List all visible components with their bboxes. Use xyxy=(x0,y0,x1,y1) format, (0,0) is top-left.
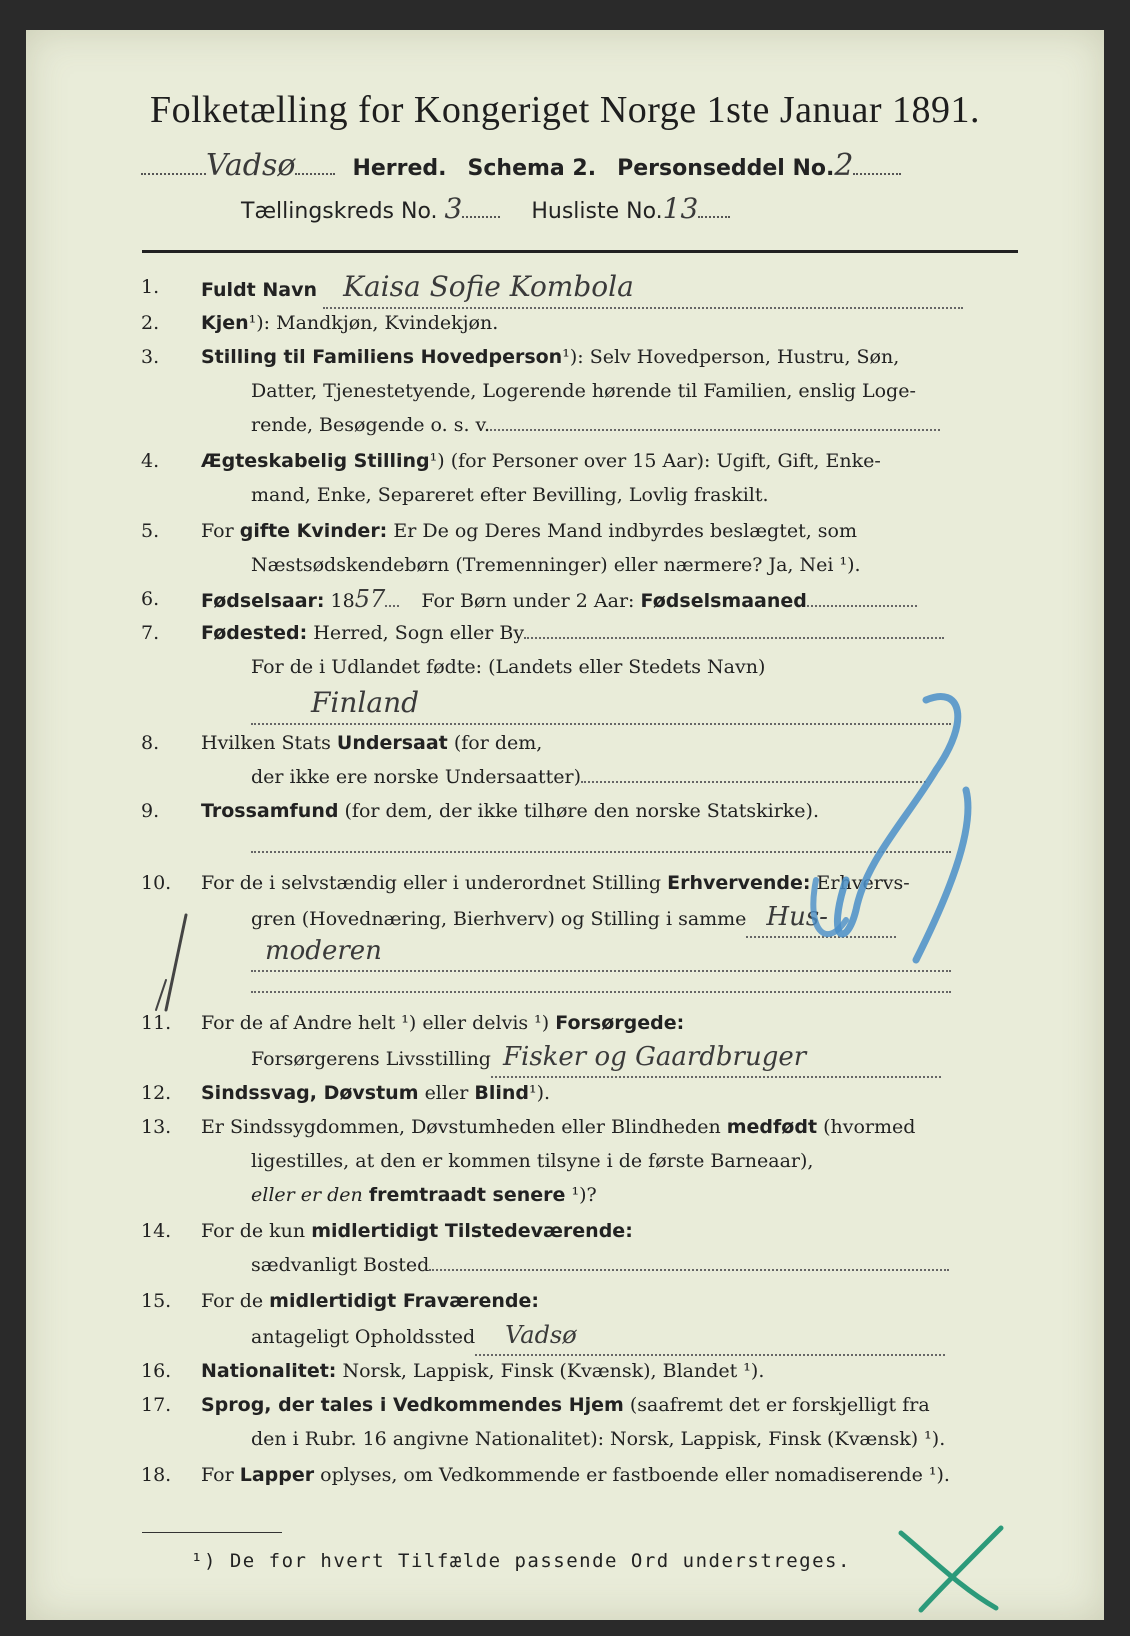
herred-label: Herred. xyxy=(352,156,447,181)
footnote-rule xyxy=(142,1532,282,1533)
birth-year-value: 57 xyxy=(354,585,386,613)
husliste-label: Husliste No. xyxy=(531,199,663,224)
pencil-mark-left xyxy=(146,910,206,1020)
schema-label: Schema 2. xyxy=(467,156,597,181)
full-name-value: Kaisa Sofie Kombola xyxy=(343,270,634,303)
husliste-value: 13 xyxy=(662,192,699,225)
blue-pencil-mark xyxy=(786,680,1006,980)
kreds-value: 3 xyxy=(444,192,463,225)
kreds-label: Tællingskreds No. xyxy=(241,199,438,224)
occupation-value-1: Hus- xyxy=(766,902,828,932)
footnote: ¹) De for hvert Tilfælde passende Ord understreges. xyxy=(191,1550,851,1572)
birthplace-value: Finland xyxy=(311,686,420,719)
occupation-value-2: moderen xyxy=(265,936,382,966)
green-cross-mark xyxy=(891,1518,1011,1618)
herred-value: Vadsø xyxy=(206,148,296,183)
item-1: 1. Fuldt Navn Kaisa Sofie Kombola xyxy=(141,270,1021,310)
provider-occupation-value: Fisker og Gaardbruger xyxy=(502,1042,807,1072)
item-1-label: Fuldt Navn xyxy=(201,279,318,301)
header-rule xyxy=(142,250,1018,253)
personseddel-label: Personseddel No. xyxy=(617,156,835,181)
form-title: Folketælling for Kongeriget Norge 1ste Januar 1891. xyxy=(149,89,981,131)
temp-residence-value: Vadsø xyxy=(505,1321,577,1349)
personseddel-value: 2 xyxy=(834,148,854,183)
census-form: Folketælling for Kongeriget Norge 1ste Januar 1891. Vadsø Herred. Schema 2. Personseddel No.2 Tællingskreds No. 3 Husliste No.13 1. Fuldt Navn Kaisa Sofie Kombola 2. Kjen¹): Mandkjøn, Kvindekjøn. 3. Stilling til Familiens Hovedperson¹): Selv Hovedperson, Hustru, Søn, Datter, Tjenestetyende, Logerende hørende til Familien, enslig Loge- rende, Besøgende o. s. v. 4. Ægteskabelig Stilling¹) (for Personer over 15 Aar): Ugift, Gift, Enke- mand, Enke, Separeret efter Bevilling, Lovlig fraskilt. 5. For gifte Kvinder: Er De og Deres Mand indbyrdes beslægtet, som Næstsødskendebørn (Tremenninger) eller nærmere? Ja, Nei ¹). 6. Fødselsaar: 1857 For Børn under 2 Aar: Fødselsmaaned 7. Fødested: Herred, Sogn eller By For de i Udlandet fødte: (Landets eller Stedets Navn) Finland 8. Hvilken Stats Undersaat (for dem, der ikke ere norske Undersaatter) 9. Trossamfund (for dem, der ikke tilhøre den norske Statskirke). 10. For de i selvstændig eller i underordnet Stilling Erhvervende: Erhvervs- gren (Hovednæring, Bierhverv) og Stilling i samme Hus- moderen 11. For de af Andre helt ¹) eller delvis ¹) Forsørgede: Forsørgerens Livsstilling Fisker og Gaardbruger 12. Sindssvag, Døvstum eller Blind¹). 13. Er Sindssygdommen, Døvstumheden eller Blindheden medfødt (hvormed ligestilles, at den er kommen tilsyne i de første Barneaar), eller er den fremtraadt senere ¹)? 14. For de kun midlertidigt Tilstedeværende: sædvanligt Bosted 15. For de midlertidigt Fraværende: antageligt Opholdssted Vadsø 16. Nationalitet: Norsk, Lappisk, Finsk (Kvænsk), Blandet ¹). 17. Sprog, der tales i Vedkommendes Hjem (saafremt det er forskjelligt fra den i Rubr. 16 angivne Nationalitet): Norsk, Lappisk, Finsk (Kvænsk) ¹). 18. For Lapper oplyses, om Vedkommende er fastboende eller nomadiserende ¹). ¹) De for hvert Tilfælde passende Ord understreges. xyxy=(26,30,1104,1620)
header-row-2 xyxy=(241,192,941,225)
header-row-1 xyxy=(141,148,1021,183)
